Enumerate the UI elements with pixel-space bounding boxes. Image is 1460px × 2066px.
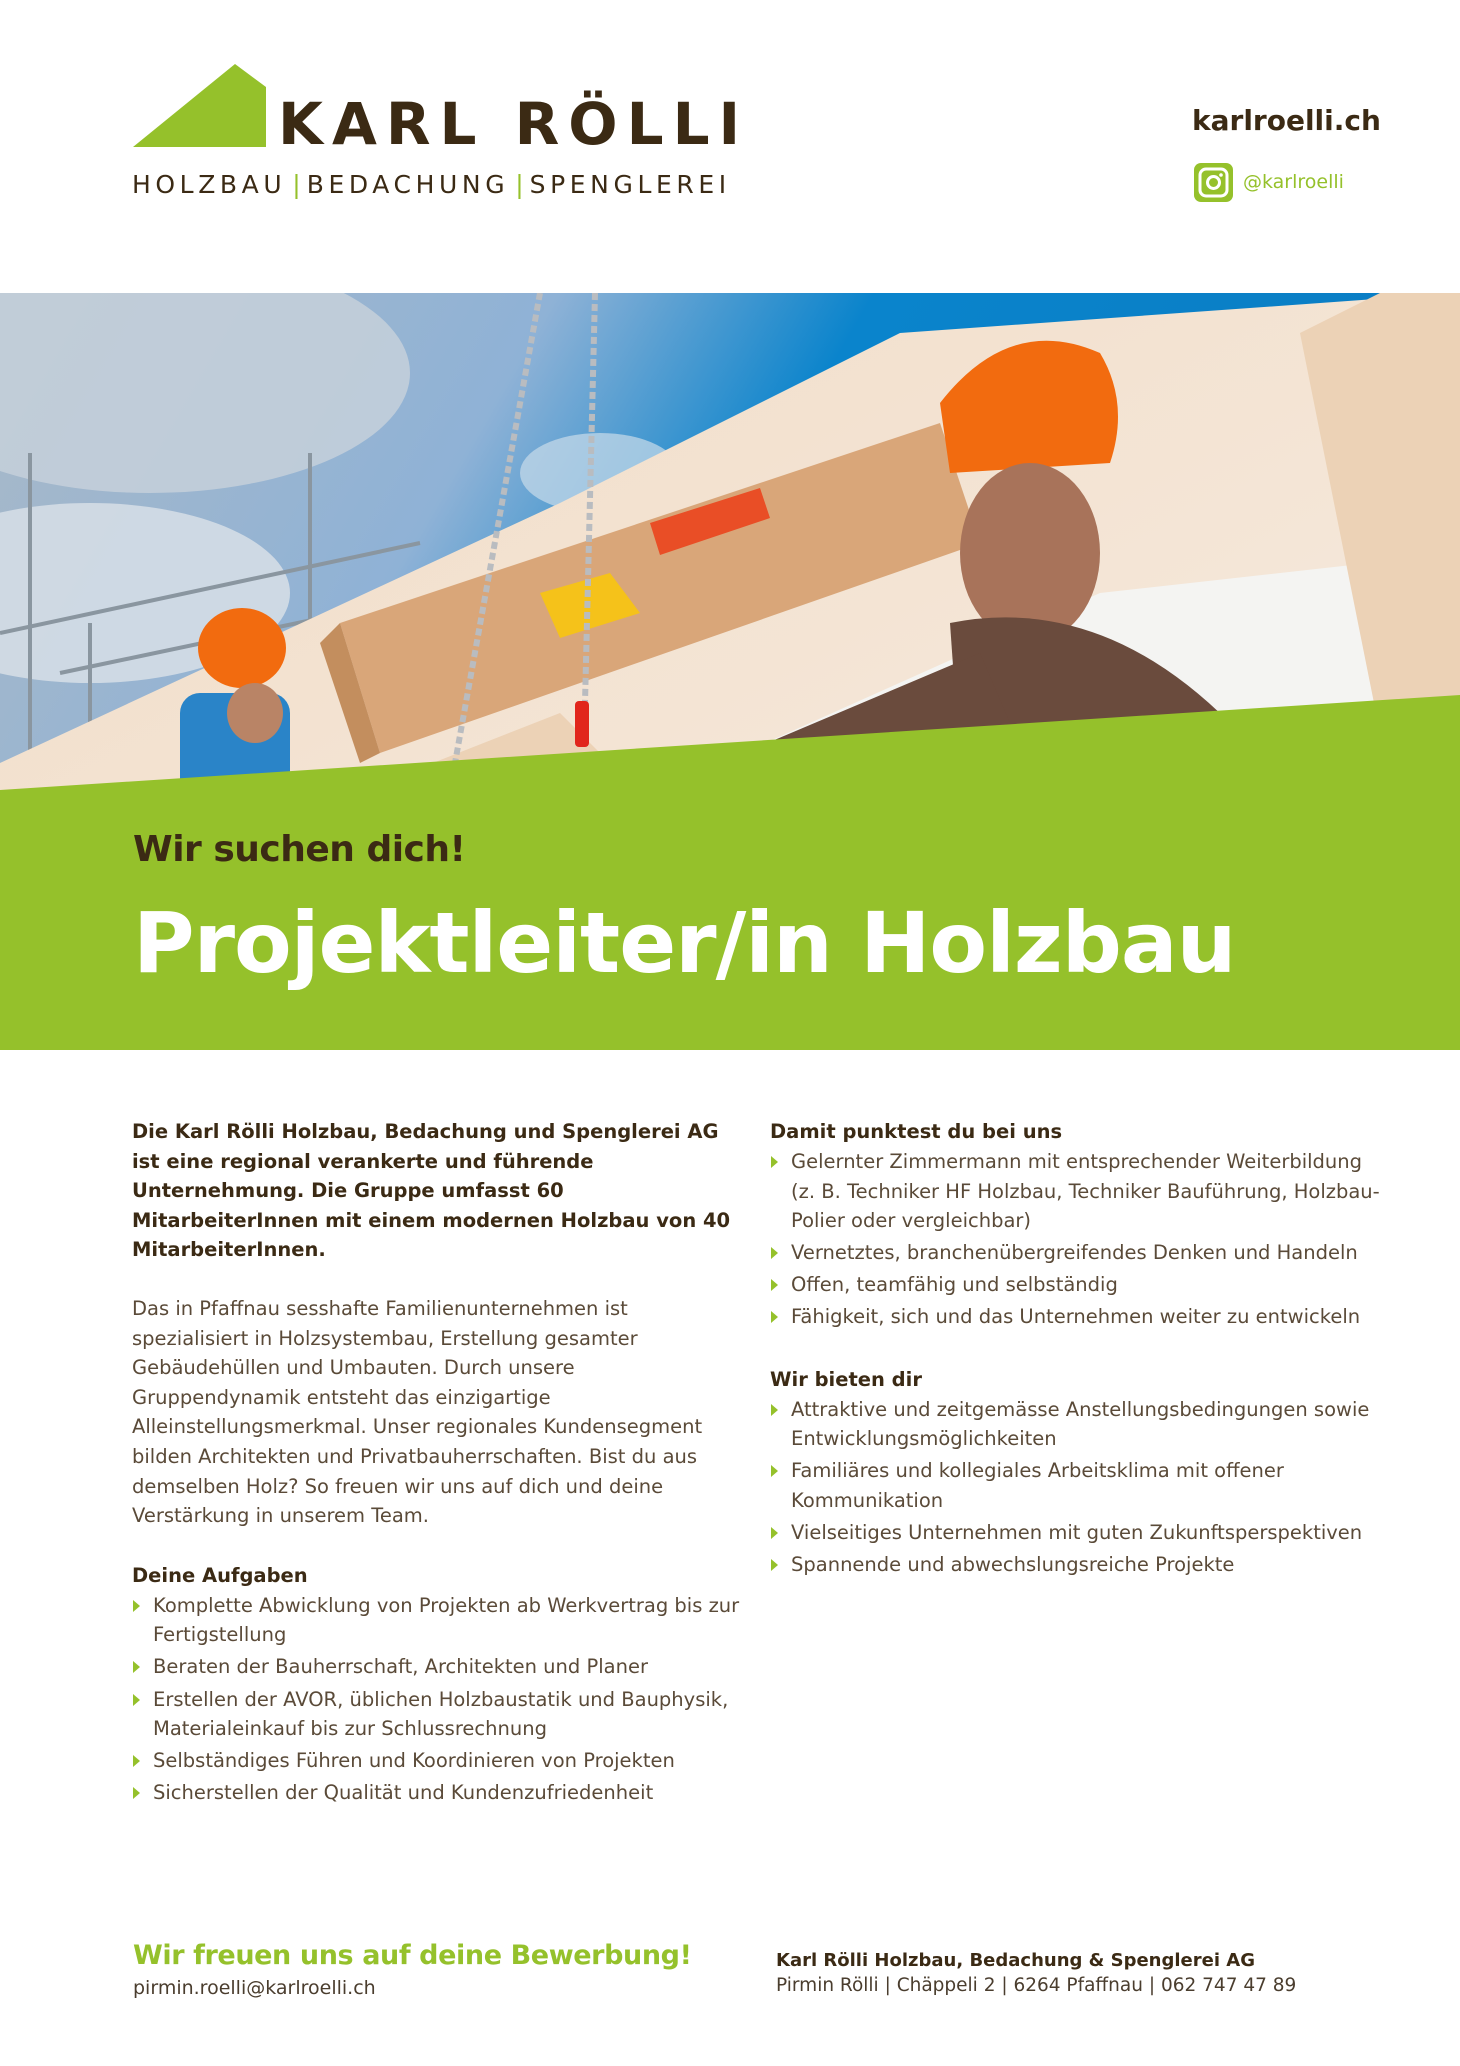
angebot-list	[770, 1395, 1380, 1580]
bullet-triangle-icon	[771, 1404, 778, 1416]
bullet-triangle-icon	[771, 1247, 778, 1259]
list-item	[132, 1746, 742, 1776]
bullet-triangle-icon	[133, 1600, 140, 1612]
section-angebot	[770, 1365, 1380, 1580]
intro-bold-paragraph: Die Karl Rölli Holzbau, Bedachung und Spenglerei AG ist eine regional verankerte und führende Unternehmung. Die Gruppe umfasst 60 MitarbeiterInnen mit einem modernen Holzbau von 40 MitarbeiterInnen.	[132, 1120, 731, 1262]
section-heading: Damit punktest du bei uns	[770, 1120, 1063, 1143]
list-item-text: Gelernter Zimmermann mit entsprechender Weiterbildung (z. B. Techniker HF Holzbau, Techniker Bauführung, Holzbau-Polier oder vergleichbar)	[791, 1150, 1380, 1233]
contact-email-link[interactable]: pirmin.roelli@karlroelli.ch	[133, 1977, 376, 1999]
website-link[interactable]: karlroelli.ch	[1192, 104, 1381, 137]
section-heading: Wir bieten dir	[770, 1367, 922, 1391]
bullet-triangle-icon	[771, 1156, 778, 1168]
logo-tagline	[132, 170, 731, 200]
tagline-bedachung: BEDACHUNG	[306, 170, 510, 199]
bullet-triangle-icon	[771, 1527, 778, 1539]
list-item	[770, 1238, 1380, 1268]
tagline-spenglerei: SPENGLEREI	[529, 170, 731, 199]
list-item-text: Vernetztes, branchenübergreifendes Denken und Handeln	[791, 1241, 1358, 1265]
tagline-holzbau: HOLZBAU	[132, 170, 287, 199]
right-column	[770, 1117, 1380, 1582]
list-item-text: Offen, teamfähig und selbständig	[791, 1273, 1118, 1297]
list-item	[770, 1270, 1380, 1300]
list-item	[770, 1147, 1380, 1236]
list-item	[132, 1652, 742, 1682]
list-item-text: Erstellen der AVOR, üblichen Holzbaustatik und Bauphysik, Materialeinkauf bis zur Schlussrechnung	[153, 1687, 729, 1741]
list-item	[770, 1302, 1380, 1332]
list-item	[132, 1778, 742, 1808]
list-item	[132, 1685, 742, 1744]
instagram-handle-link[interactable]: @karlroelli	[1243, 171, 1344, 193]
bullet-triangle-icon	[133, 1755, 140, 1767]
list-item-text: Komplette Abwicklung von Projekten ab Werkvertrag bis zur Fertigstellung	[153, 1593, 740, 1647]
list-item-text: Fähigkeit, sich und das Unternehmen weiter zu entwickeln	[791, 1305, 1361, 1329]
list-item-text: Familiäres und kollegiales Arbeitsklima mit offener Kommunikation	[791, 1459, 1284, 1512]
bullet-triangle-icon	[771, 1465, 778, 1477]
list-item-text: Selbständiges Führen und Koordinieren von Projekten	[153, 1749, 675, 1773]
logo-wordmark: KARL RÖLLI	[278, 90, 750, 158]
house-logo-icon	[133, 64, 266, 148]
list-item	[770, 1550, 1380, 1580]
job-title: Projektleiter/in Holzbau	[133, 894, 1236, 992]
section-profil	[770, 1117, 1380, 1332]
left-column	[132, 1117, 742, 1810]
tagline-divider: |	[292, 170, 301, 199]
list-item-text: Vielseitiges Unternehmen mit guten Zukunftsperspektiven	[791, 1520, 1363, 1544]
company-address: Pirmin Rölli | Chäppeli 2 | 6264 Pfaffnau | 062 747 47 89	[776, 1975, 1297, 1996]
list-item	[132, 1591, 742, 1650]
list-item-text: Beraten der Bauherrschaft, Architekten und Planer	[153, 1655, 648, 1679]
list-item-text: Spannende und abwechslungsreiche Projekte	[791, 1553, 1235, 1577]
bullet-triangle-icon	[771, 1279, 778, 1291]
company-name: Karl Rölli Holzbau, Bedachung & Spenglerei AG	[776, 1950, 1255, 1971]
section-aufgaben	[132, 1561, 742, 1808]
tagline-divider: |	[515, 170, 524, 199]
application-cta: Wir freuen uns auf deine Bewerbung!	[133, 1940, 692, 1971]
list-item	[770, 1518, 1380, 1548]
bullet-triangle-icon	[771, 1311, 778, 1323]
instagram-icon[interactable]	[1194, 163, 1233, 202]
spacer	[770, 1335, 1380, 1365]
list-item	[770, 1456, 1380, 1515]
bullet-triangle-icon	[771, 1559, 778, 1571]
intro-paragraph: Das in Pfaffnau sesshafte Familienunternehmen ist spezialisiert in Holzsystembau, Erstellung gesamter Gebäudehüllen und Umbauten. Durch unsere Gruppendynamik entsteht das einzigartige Alleinstellungsmerkmal. Unser regionales Kundensegment bilden Architekten und Privatbauherrschaften. Bist du aus demselben Holz? So freuen wir uns auf dich und deine Verstärkung in unserem Team.	[132, 1296, 703, 1528]
bullet-triangle-icon	[133, 1694, 140, 1706]
bullet-triangle-icon	[133, 1661, 140, 1673]
banner-subtitle: Wir suchen dich!	[133, 829, 466, 870]
aufgaben-list	[132, 1591, 742, 1808]
section-heading: Deine Aufgaben	[132, 1563, 308, 1587]
list-item-text: Attraktive und zeitgemässe Anstellungsbedingungen sowie Entwicklungsmöglichkeiten	[791, 1397, 1370, 1451]
list-item	[770, 1395, 1380, 1454]
bullet-triangle-icon	[133, 1787, 140, 1799]
profil-list	[770, 1147, 1380, 1332]
list-item-text: Sicherstellen der Qualität und Kundenzufriedenheit	[153, 1781, 654, 1805]
